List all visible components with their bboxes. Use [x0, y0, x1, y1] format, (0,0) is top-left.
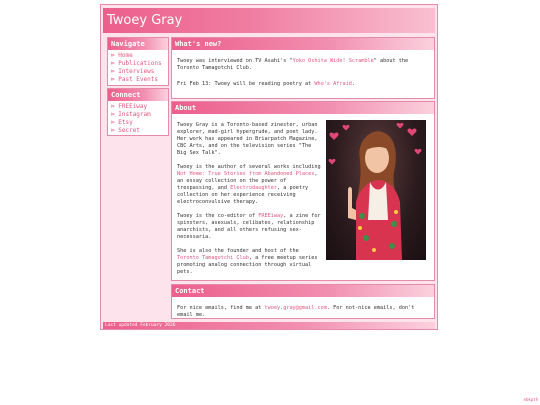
zine-link-freeiway[interactable]: FREEiway	[258, 213, 284, 219]
nav-item-publications[interactable]	[111, 60, 168, 68]
author-portrait	[326, 120, 426, 260]
about-text	[177, 122, 323, 283]
arrow-right-icon: ⊳	[111, 68, 115, 75]
connect-list	[108, 101, 168, 135]
news-text: .	[351, 81, 356, 87]
whats-new-box	[171, 37, 435, 99]
connect-item-label: FREEiway	[118, 103, 148, 110]
news-item	[177, 58, 429, 72]
connect-heading: Connect	[108, 89, 168, 101]
about-text-run: , a free meetup series promoting analog connection through virtual pets.	[177, 255, 318, 275]
contact-content	[172, 297, 434, 319]
nav-item-home[interactable]	[111, 52, 168, 60]
news-link[interactable]: Yoko Oshita Wide! Scramble	[292, 58, 374, 64]
news-text: Fri Feb 13: Twoey will be reading poetry at	[177, 81, 315, 87]
about-text-run: Twoey is the co-editor of	[177, 213, 259, 219]
whats-new-content	[172, 50, 434, 88]
connect-box	[107, 88, 169, 136]
about-text-run: , an essay collection on the power of trespassing, and	[177, 171, 318, 191]
news-text: Twoey was interviewed on TV Asahi's "	[177, 58, 293, 64]
news-text: " about the Toronto Tamagotchi Club.	[177, 58, 409, 71]
site-title[interactable]: Twoey Gray	[103, 8, 435, 33]
news-link[interactable]: Who's Afraid	[314, 81, 352, 87]
about-paragraph	[177, 164, 323, 206]
nav-item-interviews[interactable]	[111, 68, 168, 76]
email-link[interactable]: twoey.gray@gmail.com	[264, 305, 327, 311]
about-heading: About	[172, 102, 434, 114]
about-paragraph	[177, 213, 323, 241]
arrow-right-icon: ⊳	[111, 119, 115, 126]
about-box	[171, 101, 435, 281]
arrow-right-icon: ⊳	[111, 60, 115, 67]
about-paragraph: Twoey Gray is a Toronto-based zinester, urban explorer, mad-girl hypergrude, and poet lady. Her work has appeared in Briarpatch Magazine, CBC Arts, and on the television series "The Big Sex Talk".	[177, 122, 318, 156]
book-link-not-home[interactable]: Not Home: True Stories from Abandoned Places	[177, 171, 315, 177]
about-text-run: She is also the founder and host of the	[177, 248, 299, 254]
connect-item-label: Secret	[118, 127, 140, 134]
contact-text: . For not-nice emails, don't email me.	[177, 305, 415, 318]
news-item	[177, 81, 429, 88]
nav-item-label: Past Events	[118, 76, 158, 83]
contact-text: For nice emails, find me at	[177, 305, 265, 311]
connect-item-label: Instagram	[118, 111, 151, 118]
whats-new-heading: What's new?	[172, 38, 434, 50]
nav-item-label: Home	[118, 52, 133, 59]
nav-item-label: Publications	[118, 60, 162, 67]
connect-item-freeiway[interactable]	[111, 103, 168, 111]
arrow-right-icon: ⊳	[111, 111, 115, 118]
nav-item-past-events[interactable]	[111, 76, 168, 84]
page-frame	[100, 4, 438, 330]
navigate-heading: Navigate	[108, 38, 168, 50]
contact-heading: Contact	[172, 285, 434, 297]
arrow-right-icon: ⊳	[111, 103, 115, 110]
navigate-list	[108, 50, 168, 84]
connect-item-label: Etsy	[118, 119, 133, 126]
club-link-tamagotchi[interactable]: Toronto Tamagotchi Club	[177, 255, 249, 261]
arrow-right-icon: ⊳	[111, 127, 115, 134]
nav-item-label: Interviews	[118, 68, 155, 75]
book-link-electrodaughter[interactable]: Electrodaughter	[230, 185, 277, 191]
corner-mark: ebkpth	[523, 397, 538, 402]
connect-item-instagram[interactable]	[111, 111, 168, 119]
connect-item-secret[interactable]	[111, 127, 168, 135]
about-text-run: , a poetry collection on her experience receiving electroconvulsive therapy.	[177, 185, 309, 205]
author-photo	[326, 120, 426, 260]
arrow-right-icon: ⊳	[111, 76, 115, 83]
about-paragraph	[177, 248, 323, 276]
contact-box	[171, 284, 435, 319]
arrow-right-icon: ⊳	[111, 52, 115, 59]
about-text-run: Twoey is the author of several works including	[177, 164, 321, 170]
about-text-run: , a zine for spinsters, asexuals, celibates, relationship anarchists, and all others refusing sex-necessaria.	[177, 213, 321, 240]
footer-last-updated: Last updated February 2026	[103, 322, 435, 329]
connect-item-etsy[interactable]	[111, 119, 168, 127]
navigate-box	[107, 37, 169, 86]
